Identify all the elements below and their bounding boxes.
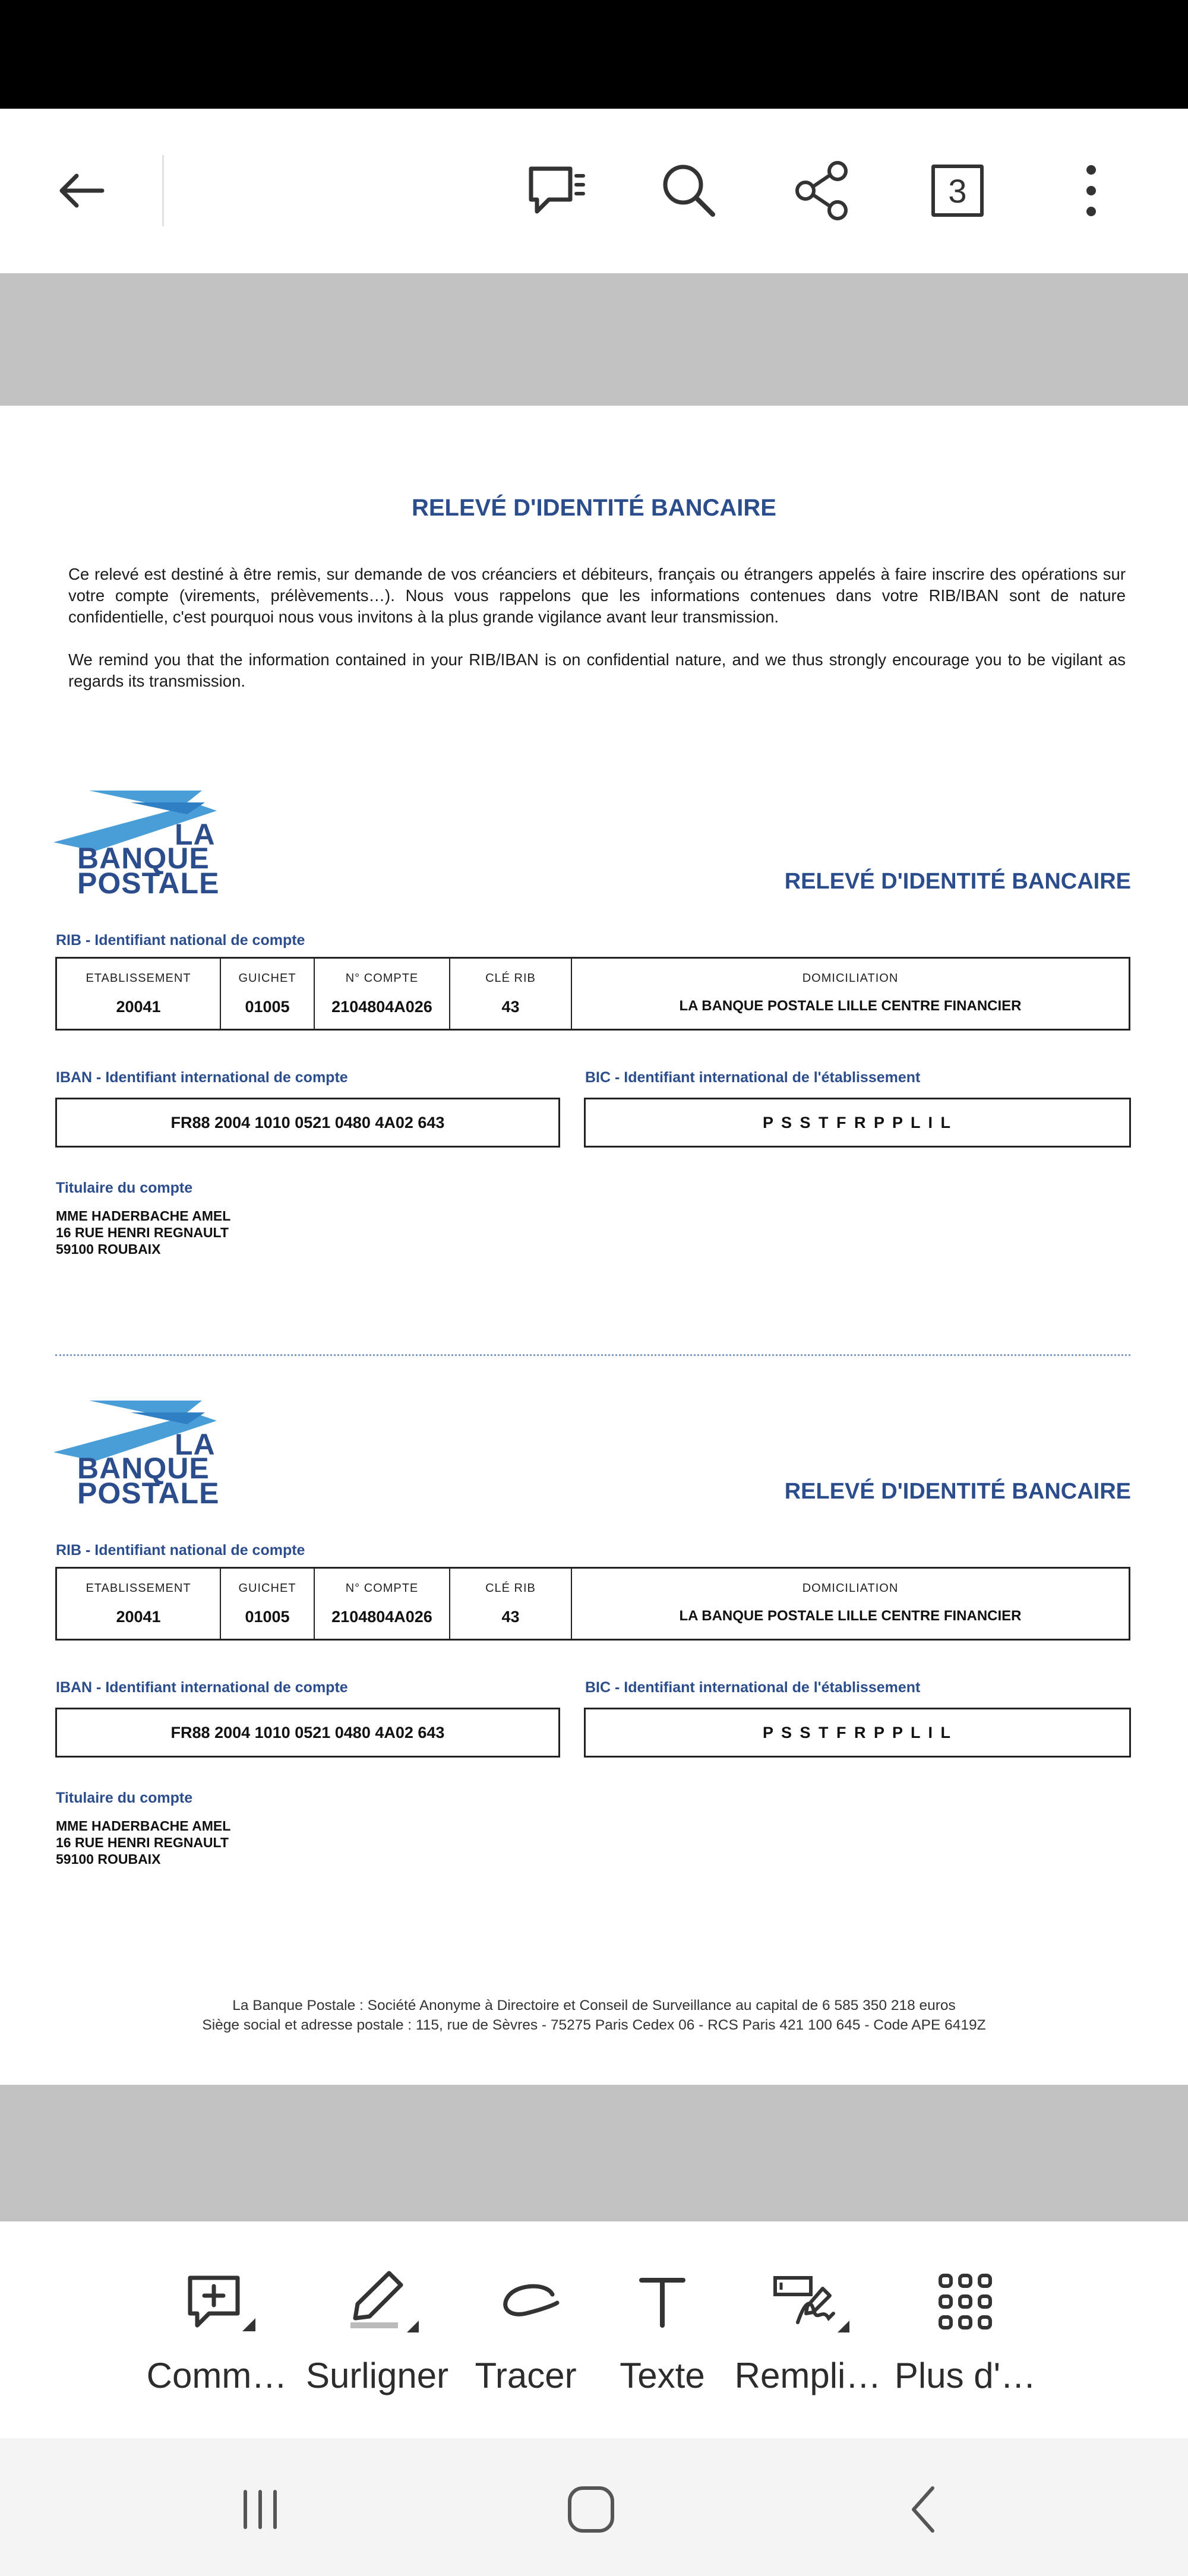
home-button[interactable] — [544, 2462, 639, 2557]
rib-header: DOMICILIATION — [802, 972, 899, 985]
rib-header: N° COMPTE — [345, 1582, 419, 1595]
footer-line-1: La Banque Postale : Société Anonyme à Directoire et Conseil de Surveillance au capital de 6 585 350 218 euros — [232, 1997, 956, 2014]
logo-line-3: POSTALE — [77, 867, 220, 900]
intro-english: We remind you that the information contained in your RIB/IBAN is on confidential nature, and we thus strongly encourage you to be vigilant as regards its transmission. — [68, 650, 1126, 690]
holder-address — [56, 1208, 230, 1257]
la-banque-postale-logo — [53, 1396, 232, 1515]
rib-table — [55, 1567, 1130, 1641]
la-banque-postale-logo — [53, 786, 232, 905]
add-comment-icon — [172, 2266, 261, 2337]
logo-line-1: LA — [175, 818, 216, 851]
iban-label: IBAN - Identifiant international de compte — [56, 1679, 348, 1696]
rib-header: DOMICILIATION — [802, 1582, 899, 1595]
toolbar-divider — [162, 155, 164, 226]
bic-label: BIC - Identifiant international de l'établissement — [585, 1679, 921, 1696]
rib-value: 43 — [501, 998, 520, 1016]
rib-block — [0, 786, 1188, 1261]
tool-label: Texte — [620, 2356, 705, 2395]
back-button[interactable] — [27, 136, 136, 245]
rib-header: N° COMPTE — [345, 972, 419, 985]
holder-label: Titulaire du compte — [56, 1180, 193, 1196]
tool-label: Surligner — [305, 2356, 449, 2395]
rib-value: LA BANQUE POSTALE LILLE CENTRE FINANCIER — [679, 998, 1022, 1014]
holder-city: 59100 ROUBAIX — [56, 1851, 161, 1867]
page-gap-bottom — [0, 2085, 1188, 2221]
more-options-button[interactable] — [1037, 136, 1146, 245]
rib-cell-guichet — [221, 1569, 315, 1639]
holder-label: Titulaire du compte — [56, 1790, 193, 1806]
rib-cell-guichet — [221, 959, 315, 1029]
rib-label: RIB - Identifiant national de compte — [56, 1542, 305, 1559]
text-icon — [630, 2266, 695, 2337]
rib-header: CLÉ RIB — [485, 1582, 536, 1595]
cut-line — [55, 1354, 1130, 1356]
rib-cell-domiciliation — [572, 959, 1129, 1029]
rib-cell-etablissement — [57, 1569, 221, 1639]
system-nav-bar — [0, 2438, 1188, 2576]
rib-value: 01005 — [245, 998, 290, 1016]
bic-label: BIC - Identifiant international de l'établissement — [585, 1069, 921, 1086]
holder-city: 59100 ROUBAIX — [56, 1241, 161, 1257]
logo-line-3: POSTALE — [77, 1477, 220, 1510]
rib-cell-compte — [315, 1569, 450, 1639]
top-toolbar — [0, 109, 1188, 273]
apps-grid-icon — [930, 2266, 1001, 2337]
annotation-toolbar — [0, 2221, 1188, 2438]
rib-value: 2104804A026 — [331, 1608, 432, 1626]
rib-value: 2104804A026 — [331, 998, 432, 1016]
holder-name: MME HADERBACHE AMEL — [56, 1208, 231, 1224]
search-button[interactable] — [634, 136, 744, 245]
rib-value: LA BANQUE POSTALE LILLE CENTRE FINANCIER — [679, 1608, 1022, 1624]
tool-comment[interactable] — [143, 2257, 291, 2417]
home-icon — [561, 2480, 621, 2539]
rib-label: RIB - Identifiant national de compte — [56, 932, 305, 949]
rib-header: ETABLISSEMENT — [86, 972, 191, 985]
pdf-page — [0, 406, 1188, 2085]
recent-apps-icon — [230, 2480, 290, 2539]
bic-value: P S S T F R P P L I L — [584, 1708, 1131, 1758]
nav-back-button[interactable] — [878, 2462, 973, 2557]
draw-icon — [487, 2266, 564, 2337]
arrow-left-icon — [52, 161, 111, 220]
tool-highlight[interactable] — [303, 2257, 451, 2417]
rib-value: 43 — [501, 1608, 520, 1626]
iban-value: FR88 2004 1010 0521 0480 4A02 643 — [55, 1708, 560, 1758]
holder-street: 16 RUE HENRI REGNAULT — [56, 1225, 229, 1240]
status-bar — [0, 0, 1188, 109]
comments-button[interactable] — [502, 136, 611, 245]
rib-value: 01005 — [245, 1608, 290, 1626]
share-button[interactable] — [768, 136, 877, 245]
rib-cell-etablissement — [57, 959, 221, 1029]
tool-fill-sign[interactable] — [734, 2257, 882, 2417]
logo-line-2: BANQUE — [77, 1452, 210, 1485]
recent-apps-button[interactable] — [213, 2462, 308, 2557]
rib-value: 20041 — [116, 1608, 161, 1626]
holder-name: MME HADERBACHE AMEL — [56, 1818, 231, 1834]
more-vertical-icon — [1079, 158, 1103, 223]
highlighter-icon — [333, 2266, 422, 2337]
iban-label: IBAN - Identifiant international de compte — [56, 1069, 348, 1086]
tool-draw[interactable] — [451, 2257, 600, 2417]
rib-block — [0, 1396, 1188, 1871]
back-chevron-icon — [896, 2480, 955, 2539]
rib-value: 20041 — [116, 998, 161, 1016]
document-footer — [0, 1996, 1188, 2035]
rib-cell-cle — [450, 959, 572, 1029]
iban-value: FR88 2004 1010 0521 0480 4A02 643 — [55, 1098, 560, 1148]
holder-address — [56, 1818, 230, 1867]
share-icon — [790, 158, 855, 223]
rib-cell-domiciliation — [572, 1569, 1129, 1639]
rib-header: CLÉ RIB — [485, 972, 536, 985]
rib-header: ETABLISSEMENT — [86, 1582, 191, 1595]
rib-title: RELEVÉ D'IDENTITÉ BANCAIRE — [784, 1479, 1131, 1504]
rib-cell-compte — [315, 959, 450, 1029]
rib-header: GUICHET — [238, 1582, 296, 1595]
document-title: RELEVÉ D'IDENTITÉ BANCAIRE — [411, 495, 776, 521]
fill-sign-icon — [763, 2266, 852, 2337]
rib-title: RELEVÉ D'IDENTITÉ BANCAIRE — [784, 869, 1131, 894]
rib-table — [55, 957, 1130, 1031]
tool-label: Comm… — [146, 2356, 287, 2395]
page-count-box — [931, 165, 984, 217]
tool-label: Plus d'… — [894, 2356, 1037, 2395]
page-count-value: 3 — [948, 172, 967, 210]
logo-line-1: LA — [175, 1428, 216, 1461]
comments-icon — [524, 158, 589, 223]
logo-line-2: BANQUE — [77, 842, 210, 875]
tool-label: Rempli… — [734, 2356, 881, 2395]
footer-line-2: Siège social et adresse postale : 115, rue de Sèvres - 75275 Paris Cedex 06 - RCS Paris 421 100 645 - Code APE 6419Z — [202, 2017, 986, 2033]
bic-value: P S S T F R P P L I L — [584, 1098, 1131, 1148]
search-icon — [656, 158, 722, 223]
tool-more[interactable] — [891, 2257, 1040, 2417]
page-gap-top — [0, 273, 1188, 406]
tool-label: Tracer — [475, 2356, 577, 2395]
intro-french: Ce relevé est destiné à être remis, sur demande de vos créanciers et débiteurs, français ou étrangers appelés à faire inscrire des opérations sur votre compte (virements, prélèvements…). Nous vous rappelons que les informations contenues dans votre RIB/IBAN sont de nature confidentielle, c'est pourquoi nous vous invitons à la plus grande vigilance avant leur transmission. — [68, 565, 1126, 626]
page-count-button[interactable] — [903, 136, 1012, 245]
rib-header: GUICHET — [238, 972, 296, 985]
rib-cell-cle — [450, 1569, 572, 1639]
holder-street: 16 RUE HENRI REGNAULT — [56, 1835, 229, 1850]
tool-text[interactable] — [588, 2257, 737, 2417]
